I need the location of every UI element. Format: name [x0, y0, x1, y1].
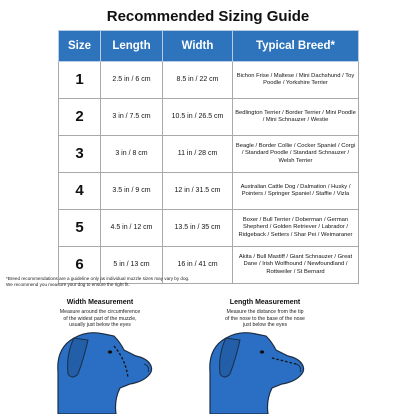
width-measurement-title: Width Measurement: [66, 299, 134, 306]
size-cell: 2: [59, 99, 101, 136]
dog-head-length-icon: [196, 328, 308, 414]
width-cell: 13.5 in / 35 cm: [163, 210, 233, 247]
table-header-row: [59, 31, 359, 62]
description-line: of the nose to the base of the nose: [225, 315, 305, 322]
sizing-table-wrapper: [58, 30, 358, 284]
breed-cell: Bichon Frise / Maltese / Mini Dachshund / Toy Poodle / Yorkshire Terrier: [233, 62, 359, 99]
header-size: Size: [59, 31, 101, 62]
length-cell: 4.5 in / 12 cm: [101, 210, 163, 247]
length-cell: 2.5 in / 6 cm: [101, 62, 163, 99]
width-cell: 11 in / 28 cm: [163, 136, 233, 173]
width-cell: 12 in / 31.5 cm: [163, 173, 233, 210]
sizing-table: [58, 30, 359, 284]
size-cell: 4: [59, 173, 101, 210]
breed-cell: Akita / Bull Mastiff / Giant Schnauzer / Great Dane / Irish Wolfhound / Newfoundland / Rottweiler / St Bernard: [233, 247, 359, 284]
length-cell: 5 in / 13 cm: [101, 247, 163, 284]
dog-head-width-icon: [44, 328, 156, 414]
header-length: Length: [101, 31, 163, 62]
breed-cell: Australian Cattle Dog / Dalmation / Husky / Pointers / Springer Spaniel / Staffie / Vizla: [233, 173, 359, 210]
breed-cell: Bedlington Terrier / Border Terrier / Mini Poodle / Mini Schnauzer / Westie: [233, 99, 359, 136]
size-cell: 1: [59, 62, 101, 99]
table-row: [59, 173, 359, 210]
breed-footnote: [6, 276, 410, 288]
width-cell: 16 in / 41 cm: [163, 247, 233, 284]
breed-cell: Boxer / Bull Terrier / Doberman / German Shepherd / Golden Retriever / Labrador / Ridgeback / Setters / Shar Pei / Weimaraner: [233, 210, 359, 247]
footnote-line: *Breed recommendations are a guideline only as individual muzzle sizes may vary by dog.: [6, 276, 190, 281]
table-row: [59, 210, 359, 247]
size-cell: 6: [59, 247, 101, 284]
description-line: Measure the distance from the tip: [226, 309, 304, 315]
width-cell: 10.5 in / 26.5 cm: [163, 99, 233, 136]
description-line: usually just below the eyes: [69, 322, 131, 329]
length-cell: 3.5 in / 9 cm: [101, 173, 163, 210]
footnote-line: We recommend you measure your dog to ensure the right fit.: [6, 282, 130, 287]
length-cell: 3 in / 8 cm: [101, 136, 163, 173]
page-title: Recommended Sizing Guide: [106, 8, 310, 25]
length-cell: 3 in / 7.5 cm: [101, 99, 163, 136]
length-measurement-description: [190, 309, 340, 329]
size-cell: 5: [59, 210, 101, 247]
description-line: just below the eyes: [242, 322, 288, 329]
size-cell: 3: [59, 136, 101, 173]
description-line: of the widest part of the muzzle,: [63, 315, 137, 322]
width-cell: 8.5 in / 22 cm: [163, 62, 233, 99]
table-row: [59, 136, 359, 173]
description-line: Measure around the circumference: [59, 309, 141, 315]
header-width: Width: [163, 31, 233, 62]
header-typical-breed: Typical Breed*: [233, 31, 359, 62]
table-row: [59, 62, 359, 99]
breed-cell: Beagle / Border Collie / Cocker Spaniel / Corgi / Standard Poodle / Standard Schnauzer / Welsh Terrier: [233, 136, 359, 173]
length-measurement-title: Length Measurement: [229, 299, 301, 306]
width-measurement-description: [30, 309, 170, 329]
table-row: [59, 99, 359, 136]
